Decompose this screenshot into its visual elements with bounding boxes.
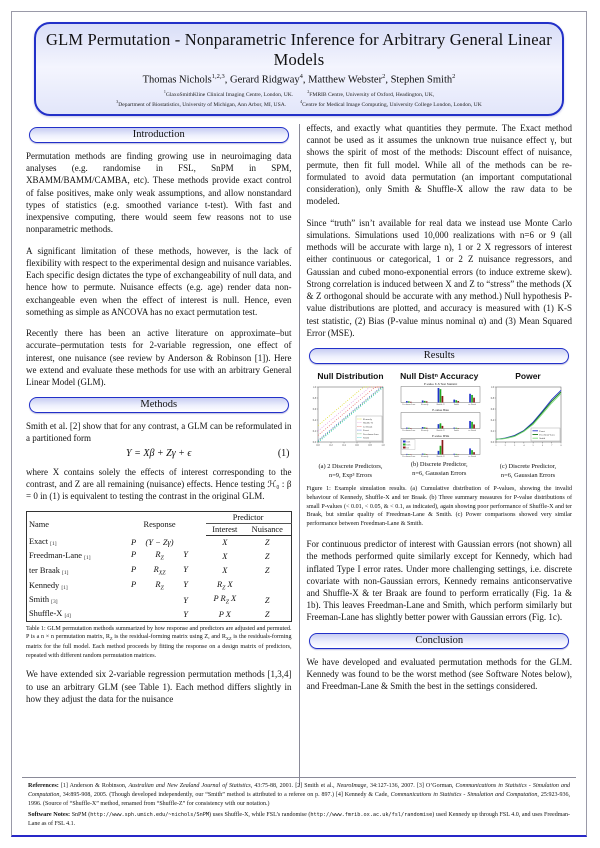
svg-text:Kennedy: Kennedy: [421, 455, 429, 458]
svg-text:Smith: Smith: [454, 455, 460, 458]
svg-text:1: 1: [495, 443, 497, 447]
intro-paragraph-3: Recently there has been an active literature on approximate–but accurate–permutation tests for 2-variable regression, one effect of interest, one nuisance (see review by Anderson & Robinson [1]). Here we extend and evaluate these methods for use with an arbitrary General Linear Model (GLM).: [26, 328, 292, 387]
svg-text:0.4: 0.4: [313, 418, 317, 422]
svg-text:Freedman-Lane: Freedman-Lane: [402, 403, 416, 406]
results-paragraph-1: For continuous predictor of interest with Gaussian errors (not shown) all the methods performed quite similarly except for Kennedy, which had inflated Type I error rates. Under more challenging settings, i.e. discrete covariate with non-Gaussian errors, Kennedy remains anticonservative and Shuffle-X & ter Braak are found to perform erratically (Fig. 1a & 1b). This leaves Freedman-Lane and Smith, which perform similarly but Freeman-Lane has slightly better power with Gaussian errors (Fig. 1c).: [306, 539, 572, 623]
section-header-methods: Methods: [29, 397, 289, 413]
svg-text:0.8: 0.8: [313, 396, 317, 400]
svg-text:0.4: 0.4: [342, 443, 347, 447]
table-row: [27, 578, 292, 593]
figure-a-caption: [306, 463, 394, 481]
figure1-caption: Figure 1: Example simulation results. (a) Cumulative distribution of P-values, showing the invalid behaviour of Kennedy, Shuffle-X and ter Braak. (b) Three summary measures for P-value distributions of small P-values (< 0.01, < 0.05, & < 0.1, as indicated), again showing poor performance of Shuffle-X and ter Braak, but similar quality of Freedman-Lane & Smith. (c) Power comparisons showed very similar performance between Freedman-Lane & Smith.: [306, 485, 572, 528]
figure-c-caption-line1: (c) Discrete Predictor,: [499, 462, 557, 470]
figure-b-caption: [395, 461, 483, 479]
section-header-conclusion: Conclusion: [309, 633, 569, 649]
svg-text:2: 2: [504, 443, 506, 447]
svg-text:0.6: 0.6: [355, 443, 360, 447]
col-header-interest: Interest: [206, 524, 244, 536]
svg-text:P-value MSE: P-value MSE: [431, 434, 450, 439]
figure-c-caption-line2: n=6, Gaussian Errors: [500, 471, 556, 479]
svg-text:ter Braak: ter Braak: [468, 455, 477, 458]
software-notes-block: Software Notes: SnPM (http://www.sph.umich.edu/~nichols/SnPM) uses Shuffle-X, while FSL’s randomise (http://www.fmrib.ox.ac.uk/fsl/randomise) used Kennedy up through FSL 4.0, and uses Freedman-Lane as of FSL 4.1.: [28, 811, 571, 827]
poster-affiliations: $^1$GlaxoSmithKline Clinical Imaging Centre, London, UK.$^2$FMRIB Centre, University of Oxford, Headington, UK, $^3$Department of Biostatistics, University of Michigan, Ann Arbor, MI, USA.$^4$Centre for Medical Image Computing, University College London, London, UK: [116, 88, 482, 108]
figure-c-caption: [484, 463, 572, 481]
table-row: [27, 549, 292, 564]
method-name: Freedman-Lane [1]: [29, 551, 91, 562]
table-row: [27, 536, 292, 549]
methods-table-header: [27, 512, 292, 536]
methods-table: [26, 511, 292, 621]
method-response: P $R_Z$ Y: [131, 579, 188, 592]
title-box: [34, 22, 564, 116]
method-nuisance: [244, 578, 291, 593]
method-response: Y: [183, 595, 188, 605]
section-header-introduction: Introduction: [29, 127, 289, 143]
methods-paragraph-1: Smith et al. [2] show that for any contrast, a GLM can be reformulated in a partitioned form: [26, 421, 292, 444]
content-columns: [22, 122, 576, 786]
svg-text:0.2: 0.2: [329, 443, 334, 447]
figure-panel-c: [484, 371, 572, 481]
continuation-paragraph-2: Since “truth” isn’t available for real data we instead use Monte Carlo simulations. Simulations used 10,000 realizations with n=6 or 9 (all methods will be accurate with large n), 1 or 2 X regressors of interest either continuous or categorical, 1 or 2 Z nuisance regressors, and Gaussian and cubed mono-exponential errors (to induce extreme skew). Strong correlation is induced between X and Z to “stress” the methods (X & Z orthogonal should be accurate with any method.) Null hypothesis P-value distributions are plotted, and accuracy is measured with (1) K-S test statistic, (2) Bias (P-value minus nominal α) and (3) Mean Squared Error (MSE).: [306, 217, 572, 338]
method-interest: X: [222, 551, 228, 561]
footer-notes: [22, 777, 576, 831]
table-row: [27, 608, 292, 622]
col-header-predictor: Predictor: [206, 512, 291, 524]
method-name: Exact [1]: [29, 537, 57, 548]
svg-text:0.2: 0.2: [490, 429, 494, 433]
svg-text:ter Braak: ter Braak: [468, 403, 477, 406]
svg-text:5: 5: [532, 443, 534, 447]
table-row: [27, 564, 292, 579]
methods-table-body: [27, 536, 292, 621]
method-response: P $R_{XZ}$ Y: [131, 565, 188, 577]
figure-b-title: Null Distⁿ Accuracy: [400, 370, 479, 381]
method-name: ter Braak [1]: [29, 565, 69, 576]
method-nuisance: Z: [264, 551, 270, 561]
col-header-response: Response: [143, 519, 176, 529]
svg-text:4: 4: [523, 443, 525, 447]
equation-number: (1): [277, 447, 290, 459]
svg-text:0.0: 0.0: [316, 443, 321, 447]
figure-panel-a: [306, 371, 394, 481]
method-interest: X: [222, 538, 228, 548]
null-distribution-chart: [306, 382, 394, 456]
intro-paragraph-1: Permutation methods are finding growing use in neuroimaging data analyses (e.g. randomise in FSL, SnPM in SPM, XBAMM/BAMM/CAMBA, etc). These methods provide exact control of false positives, make only weak assumptions, and allow nonstandard types of statistics (e.g. smoothed variance t-test). With fast and inexpensive computing, there would seem few reasons not to use nonparametric methods.: [26, 151, 292, 235]
svg-text:0.6: 0.6: [490, 407, 494, 411]
figure-b-caption-line2: n=6, Gaussian Errors: [412, 469, 467, 477]
column-divider: [299, 124, 300, 786]
null-distribution-plot: [306, 382, 394, 461]
poster-frame: [11, 11, 587, 837]
svg-text:7: 7: [551, 443, 553, 447]
svg-text:Shuffle-X: Shuffle-X: [436, 455, 445, 458]
method-response: P (Y − Zγ): [131, 537, 174, 547]
svg-text:Exact: Exact: [363, 429, 370, 433]
figure-row: [306, 371, 572, 481]
section-header-results: Results: [309, 348, 569, 364]
svg-text:0.4: 0.4: [490, 418, 494, 422]
method-nuisance: Z: [264, 609, 270, 619]
methods-paragraph-3: We have extended six 2-variable regression permutation methods [1,3,4] to use an arbitrary GLM (see Table 1). Each method differs slightly in how they adjust the data for the nuisance: [26, 669, 292, 704]
svg-text:Freedman-Lane: Freedman-Lane: [402, 429, 416, 432]
svg-text:0.8: 0.8: [368, 443, 373, 447]
svg-text:0.8: 0.8: [490, 396, 494, 400]
equation-body: Y = Xβ + Zγ + ϵ: [126, 447, 192, 459]
svg-text:Kennedy: Kennedy: [421, 403, 429, 406]
svg-text:P-value Bias: P-value Bias: [432, 408, 450, 413]
method-name: Shuffle-X [4]: [29, 609, 71, 620]
intro-paragraph-2: A significant limitation of these methods, however, is the lack of flexibility with respect to the experimental design and nuisance variables. Each specific design dictates the type of exchangeability of null data, and hence how to permute. Nuisance effects (e.g. age) render data non-exchangeable even when the effect of interest is null. Hence, even something as simple as ANCOVA has no exact permutation test.: [26, 245, 292, 317]
svg-text:8: 8: [560, 443, 562, 447]
svg-text:0.6: 0.6: [313, 407, 317, 411]
svg-text:Freedman-Lane: Freedman-Lane: [402, 455, 416, 458]
column-right: [302, 122, 576, 786]
figure-panel-b: [395, 371, 483, 481]
svg-text:1.0: 1.0: [381, 443, 386, 447]
method-name: Smith [3]: [29, 595, 58, 606]
svg-text:0.1: 0.1: [406, 447, 410, 450]
null-accuracy-plot: [395, 382, 483, 459]
svg-text:0.0: 0.0: [490, 440, 494, 444]
conclusion-paragraph-1: We have developed and evaluated permutation methods for the GLM. Kennedy was found to be the worst method (see Software Notes below), and Freedman-Lane & Smith the best in the settings considered.: [306, 656, 572, 692]
figure-a-caption-line2: n=9, Exp³ Errors: [329, 471, 372, 479]
svg-text:ter Braak: ter Braak: [363, 425, 373, 429]
svg-text:ter Braak: ter Braak: [468, 429, 477, 432]
svg-text:P-value K-S Test Statistic: P-value K-S Test Statistic: [423, 382, 458, 387]
method-response: Y: [183, 609, 188, 619]
poster-authors: Thomas Nichols$^{1,2,3}$, Gerard Ridgway$^4$, Matthew Webster$^2$, Stephen Smith$^2$: [142, 73, 456, 86]
method-interest: $R_Z$ X: [217, 579, 233, 592]
svg-text:Freedman-Lane: Freedman-Lane: [539, 433, 556, 437]
svg-text:0.01: 0.01: [406, 441, 411, 444]
svg-text:Smith: Smith: [454, 429, 460, 432]
svg-text:3: 3: [513, 443, 516, 447]
svg-text:0.0: 0.0: [313, 440, 317, 444]
methods-paragraph-2: where X contains solely the effects of interest corresponding to the contrast, and Z are all remaining (nuisance) effects. Hence testing ℋ₀ : β = 0 in (1) is equivalent to testing the contrast in the original GLM.: [26, 466, 292, 502]
method-interest: P $R_Z$ X: [213, 594, 237, 607]
figure-a-caption-line1: (a) 2 Discrete Predictors,: [318, 462, 383, 470]
power-plot: [484, 382, 572, 461]
svg-text:Exact: Exact: [539, 429, 545, 433]
method-nuisance: Z: [264, 595, 270, 605]
figure-c-title: Power: [515, 370, 541, 381]
svg-text:6: 6: [541, 443, 544, 447]
null-accuracy-chart-panel-3: [395, 434, 483, 459]
svg-text:1.0: 1.0: [490, 385, 494, 389]
table1-caption: Table 1: GLM permutation methods summarized by how response and predictors are adjusted and permuted. P is a n × n permutation matrix, $R_Z$ is the residual-forming matrix using Z, and $R_{XZ}$ is the residuals-forming matrix for the full model. Each method proceeds by fitting the response on a design matrix of predictors, repeated with different random permutation matrices.: [26, 625, 292, 659]
null-accuracy-chart-panel-2: [395, 408, 483, 433]
svg-text:0.2: 0.2: [313, 429, 317, 433]
svg-text:0.05: 0.05: [406, 444, 411, 447]
col-header-nuisance: Nuisance: [244, 524, 291, 536]
svg-text:Kennedy: Kennedy: [421, 429, 429, 432]
figure-a-title: Null Distribution: [317, 370, 384, 381]
column-left: [22, 122, 296, 786]
references-block: References: [1] Anderson & Robinson, Australian and New Zealand Journal of Statistics, 43:75-88, 2001. [2] Smith et al., NeuroImage, 34:127-136, 2007. [3] O’Gorman, Communications in Statistics - Simulation and Computation, 34:895-908, 2005. (Though developed independently, our “Smith” method is attributed to a referee on p. 897.) [4] Kennedy & Cade, Communications in Statistics - Simulation and Computation, 25:923-936, 1996. (Source of “Shuffle-X” method, renamed from “Shuffle-Z” for consistency with our notation.): [28, 782, 570, 807]
table-row: [27, 593, 292, 608]
svg-text:Shuffle-X: Shuffle-X: [436, 403, 445, 406]
method-interest: P X: [218, 609, 231, 619]
svg-text:Smith: Smith: [363, 436, 370, 440]
svg-text:Smith: Smith: [454, 403, 460, 406]
poster-title: GLM Permutation - Nonparametric Inference for Arbitrary General Linear Models: [45, 30, 553, 69]
null-accuracy-chart-panel-1: [395, 382, 483, 407]
svg-text:Kennedy: Kennedy: [363, 417, 373, 421]
svg-text:1.0: 1.0: [313, 385, 317, 389]
continuation-paragraph-1: effects, and exactly what quantities they permute. The Exact method cannot be used as it assumes the unknown true nuisance effect γ, but shows the spirit of most of the methods: Discount effect of nuisance, permute, then fit full model. While all of the methods can be re-formulated to avoid data permutation (an important computational consideration), only Smith & Shuffle-X allow the raw data to be modeled.: [306, 123, 572, 207]
method-interest: X: [222, 566, 228, 576]
power-chart: [484, 382, 572, 456]
svg-text:Shuffle-X: Shuffle-X: [363, 421, 374, 425]
equation-1: [26, 448, 292, 459]
method-nuisance: Z: [264, 566, 270, 576]
svg-text:Shuffle-X: Shuffle-X: [436, 429, 445, 432]
figure-b-caption-line1: (b) Discrete Predictor,: [410, 460, 468, 468]
method-name: Kennedy [1]: [29, 580, 68, 591]
svg-text:Smith: Smith: [539, 437, 546, 441]
method-response: P $R_Z$ Y: [131, 550, 188, 563]
svg-text:Freedman-Lane: Freedman-Lane: [363, 432, 380, 436]
method-nuisance: Z: [264, 538, 270, 548]
col-header-name: Name: [29, 519, 49, 529]
